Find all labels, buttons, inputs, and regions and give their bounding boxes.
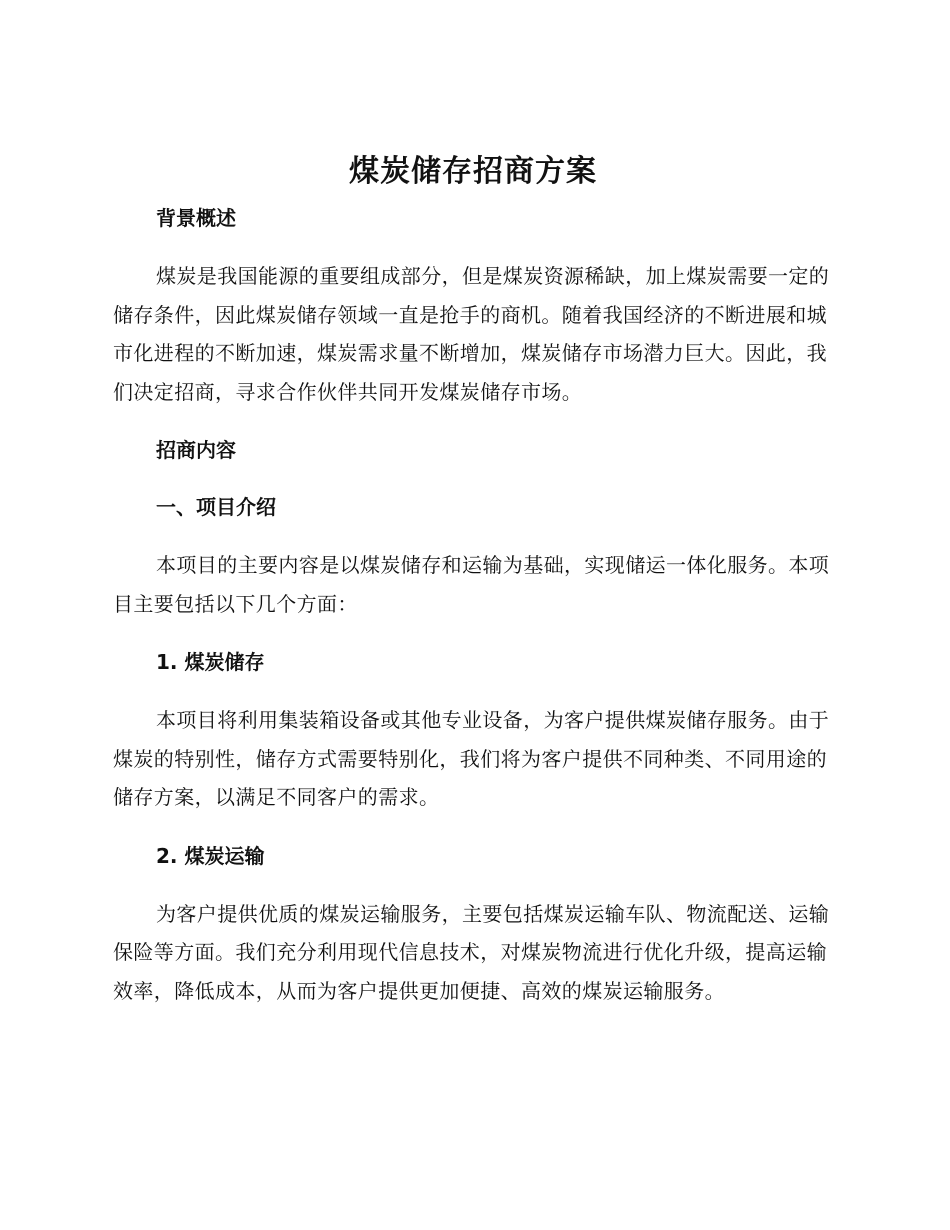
transport-heading: 2. 煤炭运输 — [156, 843, 265, 868]
background-heading: 背景概述 — [156, 206, 236, 230]
transport-paragraph: 为客户提供优质的煤炭运输服务，主要包括煤炭运输车队、物流配送、运输保险等方面。我们充分利用现代信息技术，对煤炭物流进行优化升级，提高运输效率，降低成本，从而为客户提供更加便捷、高效的煤炭运输服务。 — [113, 901, 830, 1003]
document-content — [113, 148, 833, 1010]
storage-paragraph: 本项目将利用集装箱设备或其他专业设备，为客户提供煤炭储存服务。由于煤炭的特别性，储存方式需要特别化，我们将为客户提供不同种类、不同用途的储存方案，以满足不同客户的需求。 — [113, 708, 830, 809]
storage-heading: 1. 煤炭储存 — [156, 650, 265, 674]
content-heading: 招商内容 — [156, 438, 236, 462]
document-title: 煤炭储存招商方案 — [349, 154, 597, 189]
background-paragraph: 煤炭是我国能源的重要组成部分，但是煤炭资源稀缺，加上煤炭需要一定的储存条件，因此煤炭储存领域一直是抢手的商机。随着我国经济的不断进展和城市化进程的不断加速，煤炭需求量不断增加，煤炭储存市场潜力巨大。因此，我们决定招商，寻求合作伙伴共同开发煤炭储存市场。 — [113, 264, 830, 404]
project-heading: 一、项目介绍 — [156, 495, 276, 519]
project-paragraph: 本项目的主要内容是以煤炭储存和运输为基础，实现储运一体化服务。本项目主要包括以下几个方面： — [113, 553, 830, 616]
